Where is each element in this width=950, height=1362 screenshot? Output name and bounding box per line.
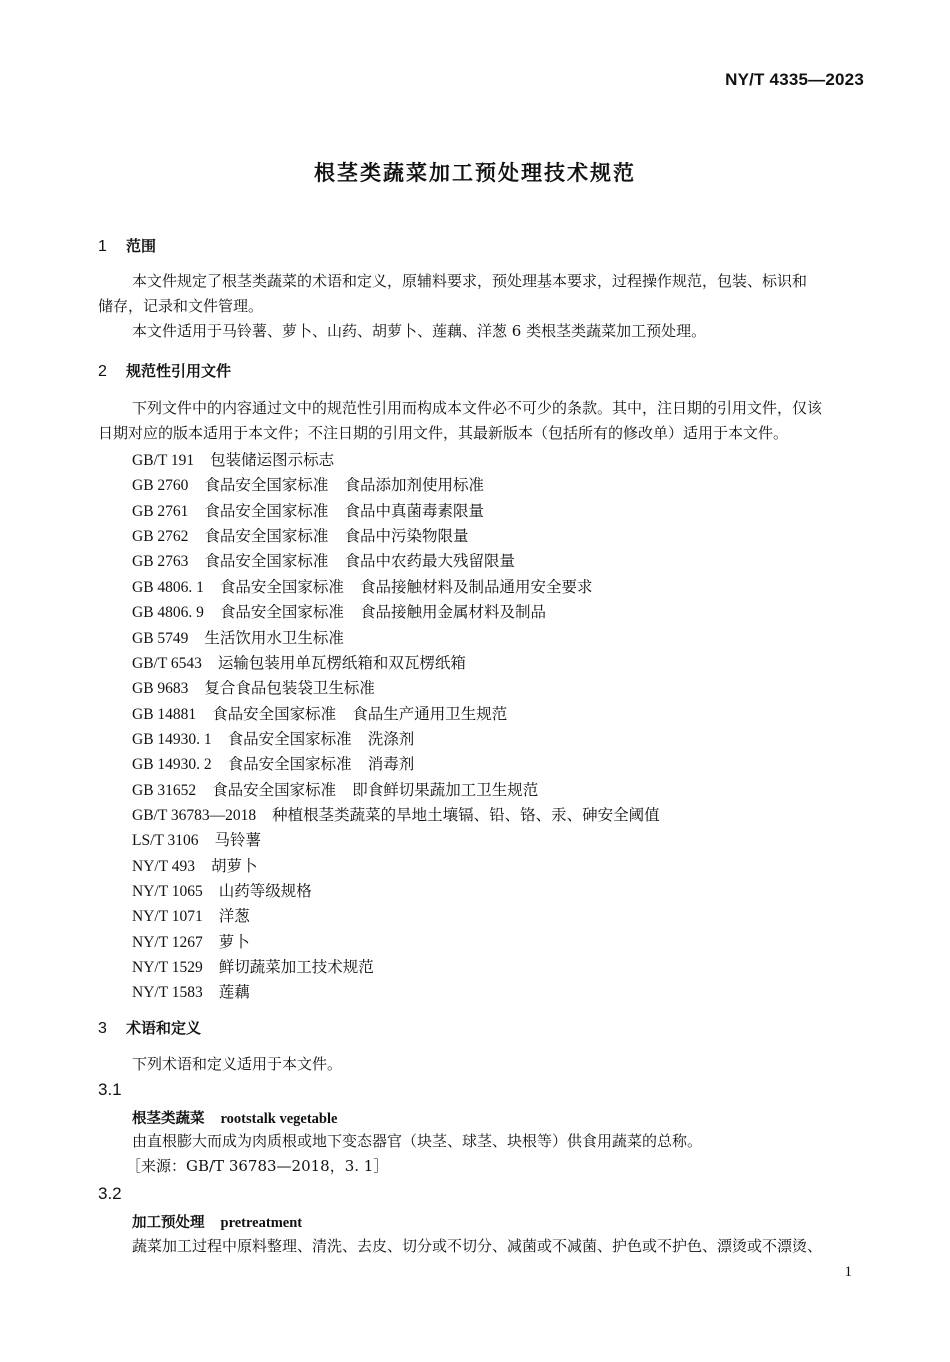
reference-title: 萝卜 xyxy=(218,932,250,951)
reference-title: 食品安全国家标准 xyxy=(204,552,329,571)
reference-item xyxy=(132,727,414,749)
reference-subtitle: 食品中真菌毒素限量 xyxy=(344,501,484,520)
paragraph-line: 日期对应的版本适用于本文件；不注日期的引用文件，其最新版本（包括所有的修改单）适用于本文件。 xyxy=(98,424,789,442)
paragraph-line: 本文件适用于马铃薯、萝卜、山药、胡萝卜、莲藕、洋葱 6 类根茎类蔬菜加工预处理。 xyxy=(132,322,707,340)
paragraph-line: 本文件规定了根茎类蔬菜的术语和定义，原辅料要求，预处理基本要求，过程操作规范，包装、标识和 xyxy=(132,272,808,290)
reference-title: 洋葱 xyxy=(218,907,250,926)
reference-code: GB 5749 xyxy=(132,629,189,647)
reference-title: 莲藕 xyxy=(218,983,250,1002)
reference-item xyxy=(132,879,312,901)
reference-code: GB 2763 xyxy=(132,553,189,571)
reference-title: 生活饮用水卫生标准 xyxy=(204,628,344,647)
reference-code: NY/T 493 xyxy=(132,857,196,875)
reference-item xyxy=(132,752,414,774)
reference-subtitle: 食品添加剂使用标准 xyxy=(344,476,484,495)
reference-item xyxy=(132,930,250,952)
reference-title: 食品安全国家标准 xyxy=(204,476,329,495)
reference-subtitle: 食品接触用金属材料及制品 xyxy=(359,603,546,622)
reference-code: GB 2760 xyxy=(132,477,189,495)
reference-title: 食品安全国家标准 xyxy=(227,755,352,774)
reference-code: GB 2762 xyxy=(132,528,189,545)
reference-title: 食品安全国家标准 xyxy=(204,527,329,545)
reference-title: 食品安全国家标准 xyxy=(204,501,329,520)
section-title: 术语和定义 xyxy=(126,1019,202,1037)
term-definition: 蔬菜加工过程中原料整理、清洗、去皮、切分或不切分、减菌或不减菌、护色或不护色、漂烫或不漂烫、 xyxy=(132,1237,823,1255)
reference-item xyxy=(132,828,261,850)
reference-subtitle: 即食鲜切果蔬加工卫生规范 xyxy=(352,780,539,799)
reference-item xyxy=(132,676,375,698)
reference-title: 食品安全国家标准 xyxy=(219,577,344,596)
reference-code: GB/T 6543 xyxy=(132,654,202,672)
reference-subtitle: 洗涤剂 xyxy=(367,729,415,748)
term-source: ［来源：GB/T 36783—2018，3. 1］ xyxy=(126,1157,389,1175)
reference-item xyxy=(132,448,334,470)
reference-code: GB 9683 xyxy=(132,680,189,698)
paragraph-line: 下列术语和定义适用于本文件。 xyxy=(132,1055,343,1073)
reference-item xyxy=(132,524,468,546)
section-number: 3 xyxy=(98,1020,107,1037)
term-zh: 根茎类蔬菜 xyxy=(132,1111,205,1127)
reference-item xyxy=(132,600,546,622)
section-1-heading xyxy=(98,235,156,256)
reference-subtitle: 消毒剂 xyxy=(367,755,415,774)
reference-item xyxy=(132,702,507,724)
reference-item xyxy=(132,651,466,673)
reference-item xyxy=(132,626,344,648)
reference-item xyxy=(132,980,250,1002)
reference-subtitle: 食品中污染物限量 xyxy=(344,527,469,545)
term-number: 3.1 xyxy=(98,1080,122,1099)
reference-subtitle: 食品接触材料及制品通用安全要求 xyxy=(359,577,593,596)
reference-subtitle: 食品中农药最大残留限量 xyxy=(344,552,515,571)
reference-code: GB 14930. 2 xyxy=(132,756,212,774)
section-title: 范围 xyxy=(126,237,157,255)
paragraph-line: 下列文件中的内容通过文中的规范性引用而构成本文件必不可少的条款。其中，注日期的引用文件，仅该 xyxy=(132,399,823,417)
reference-code: GB 4806. 1 xyxy=(132,578,204,596)
reference-code: GB/T 36783—2018 xyxy=(132,806,257,824)
reference-code: NY/T 1071 xyxy=(132,908,203,926)
reference-title: 食品安全国家标准 xyxy=(212,704,337,723)
reference-code: GB 14930. 1 xyxy=(132,730,212,748)
term-definition: 由直根膨大而成为肉质根或地下变态器官（块茎、球茎、块根等）供食用蔬菜的总称。 xyxy=(132,1132,703,1150)
reference-code: NY/T 1267 xyxy=(132,933,203,951)
term-en: pretreatment xyxy=(220,1215,303,1231)
reference-code: GB 2761 xyxy=(132,502,189,520)
paragraph-line: 储存，记录和文件管理。 xyxy=(98,297,264,315)
reference-item xyxy=(132,473,484,495)
reference-subtitle: 食品生产通用卫生规范 xyxy=(352,704,508,723)
reference-item xyxy=(132,778,538,800)
reference-item xyxy=(132,575,592,597)
reference-code: LS/T 3106 xyxy=(132,832,199,850)
reference-title: 复合食品包装袋卫生标准 xyxy=(204,679,375,698)
reference-item xyxy=(132,499,484,521)
reference-item xyxy=(132,549,515,571)
reference-item xyxy=(132,904,250,926)
term-heading xyxy=(132,1211,302,1232)
reference-code: GB 31652 xyxy=(132,781,197,799)
reference-code: GB 14881 xyxy=(132,705,197,723)
reference-title: 包装储运图示标志 xyxy=(210,451,335,469)
section-number: 2 xyxy=(98,363,107,380)
reference-title: 马铃薯 xyxy=(214,831,261,850)
reference-code: GB/T 191 xyxy=(132,452,195,469)
reference-title: 胡萝卜 xyxy=(211,856,258,875)
section-3-heading xyxy=(98,1017,201,1038)
reference-title: 种植根茎类蔬菜的旱地土壤镉、铅、铬、汞、砷安全阈值 xyxy=(272,805,660,824)
section-title: 规范性引用文件 xyxy=(126,362,232,380)
section-2-heading xyxy=(98,360,231,381)
term-zh: 加工预处理 xyxy=(132,1215,205,1231)
reference-code: NY/T 1529 xyxy=(132,959,203,976)
term-en: rootstalk vegetable xyxy=(220,1111,338,1127)
reference-code: GB 4806. 9 xyxy=(132,604,204,622)
reference-item xyxy=(132,955,374,977)
reference-title: 食品安全国家标准 xyxy=(227,729,352,748)
reference-title: 山药等级规格 xyxy=(218,882,312,900)
reference-item xyxy=(132,854,258,876)
term-number: 3.2 xyxy=(98,1184,122,1203)
reference-code: NY/T 1065 xyxy=(132,883,203,900)
section-number: 1 xyxy=(98,238,107,255)
page-number: 1 xyxy=(844,1264,852,1280)
reference-code: NY/T 1583 xyxy=(132,984,203,1002)
term-heading xyxy=(132,1107,337,1128)
standard-code: NY/T 4335—2023 xyxy=(725,70,864,89)
reference-title: 运输包装用单瓦楞纸箱和双瓦楞纸箱 xyxy=(217,653,466,672)
reference-title: 食品安全国家标准 xyxy=(212,780,337,799)
reference-title: 食品安全国家标准 xyxy=(219,603,344,622)
reference-item xyxy=(132,803,660,825)
reference-title: 鲜切蔬菜加工技术规范 xyxy=(218,958,374,976)
document-title: 根茎类蔬菜加工预处理技术规范 xyxy=(314,161,636,185)
